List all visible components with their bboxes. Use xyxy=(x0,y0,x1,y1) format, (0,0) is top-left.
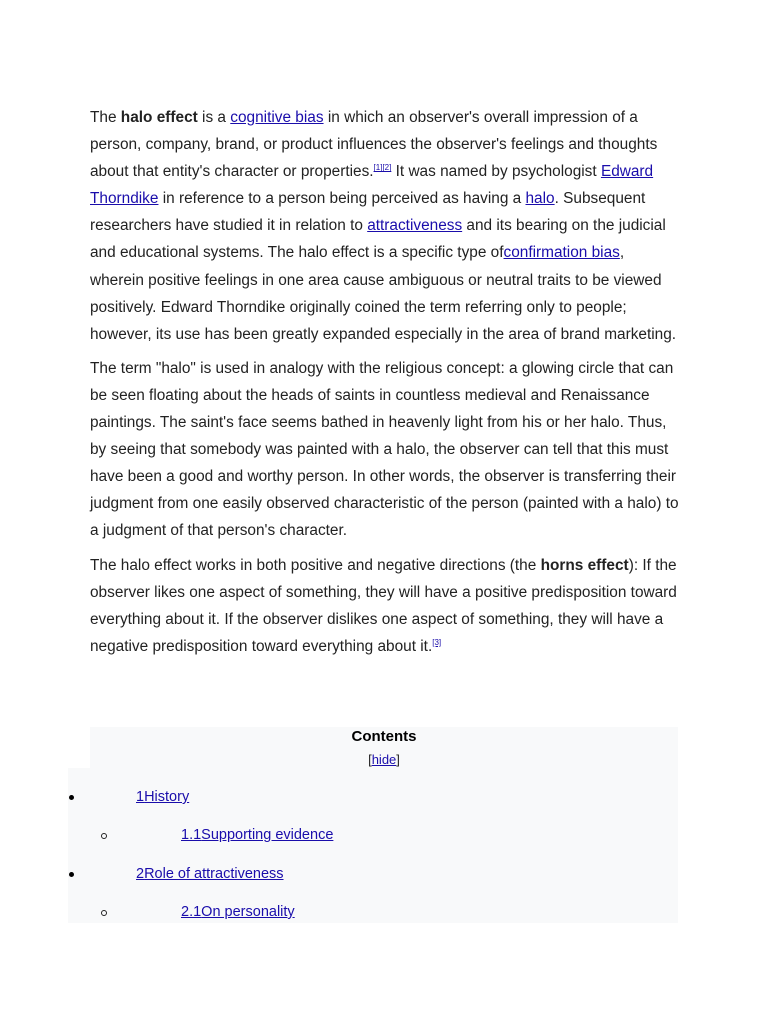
toc-label: On personality xyxy=(201,904,295,920)
toc-number: 1 xyxy=(136,789,145,805)
toc-item-supporting-evidence[interactable] xyxy=(181,825,333,845)
toc-toggle xyxy=(90,751,678,769)
term-horns-effect: horns effect xyxy=(540,556,629,574)
toc-item-role-of-attractiveness[interactable] xyxy=(136,864,284,884)
bracket: ] xyxy=(396,752,400,767)
toc-number: 2.1 xyxy=(181,904,202,920)
text: in reference to a person being perceived as having a xyxy=(158,190,526,208)
text: The halo effect works in both positive and negative directions (the xyxy=(90,556,541,574)
toc-label: History xyxy=(144,789,190,805)
reference-1-2[interactable] xyxy=(374,163,392,172)
reference-link[interactable]: [1][2] xyxy=(373,163,392,173)
link-attractiveness[interactable]: attractiveness xyxy=(367,217,463,235)
term-halo-effect: halo effect xyxy=(120,109,198,126)
paragraph-halo-term: The term "halo" is used in analogy with the religious concept: a glowing circle that can be seen floating about the heads of saints in countless medieval and Renaissance paintings. The saint's face seems bathed in heavenly light from his or her halo. Thus, by seeing that somebody was painted with a halo, the observer can tell that this must have been a good and worthy person. In other words, the observer is transferring their judgment from one easily observed characteristic of the person (painted with a halo) to a judgment of that person's character. xyxy=(90,359,679,540)
paragraph-directions xyxy=(90,552,680,660)
bracket: [ xyxy=(368,752,372,767)
text: , wherein positive feelings in one area cause ambiguous or neutral traits to be viewed positively. Edward Thorndike originally coined the term referring only to people; however, its use has been greatly expanded especially in the area of brand marketing. xyxy=(90,244,677,343)
toc-label: Supporting evidence xyxy=(201,827,334,843)
text: in which an observer's overall impression of a person, company, brand, or product influences the observer's feelings and thoughts about that entity's character or properties. xyxy=(90,109,658,181)
paragraph-intro xyxy=(90,104,680,348)
toc-number: 1.1 xyxy=(181,827,202,843)
bullet-circle-icon xyxy=(101,833,107,839)
bullet-circle-icon xyxy=(101,910,107,916)
link-confirmation-bias[interactable]: confirmation bias xyxy=(503,244,620,262)
reference-link[interactable]: [3] xyxy=(432,637,442,647)
link-cognitive-bias[interactable]: cognitive bias xyxy=(230,109,324,126)
toc-item-on-personality[interactable] xyxy=(181,902,295,922)
link-edward-thorndike[interactable]: Edward Thorndike xyxy=(90,163,654,208)
reference-3[interactable] xyxy=(432,638,441,647)
bullet-disc-icon xyxy=(69,872,74,877)
text: It was named by psychologist xyxy=(391,163,601,181)
toc-number: 2 xyxy=(136,866,145,882)
link-halo[interactable]: halo xyxy=(525,190,555,208)
toc-title: Contents xyxy=(351,728,417,745)
toc-item-history[interactable] xyxy=(136,787,189,807)
text: The xyxy=(90,109,121,126)
text: and its bearing on the judicial and educational systems. The halo effect is a specific type of xyxy=(90,217,666,262)
toc-label: Role of attractiveness xyxy=(144,866,284,882)
article-body xyxy=(90,104,680,667)
text: is a xyxy=(197,109,231,126)
bullet-disc-icon xyxy=(69,795,74,800)
text: ): If the observer likes one aspect of something, they will have a positive predisposition toward everything about it. If the observer dislikes one aspect of something, they will have a negative predisposition toward everything about it. xyxy=(90,556,677,655)
toc-hide-link[interactable]: hide xyxy=(371,752,397,767)
text: . Subsequent researchers have studied it in relation to xyxy=(90,190,646,235)
